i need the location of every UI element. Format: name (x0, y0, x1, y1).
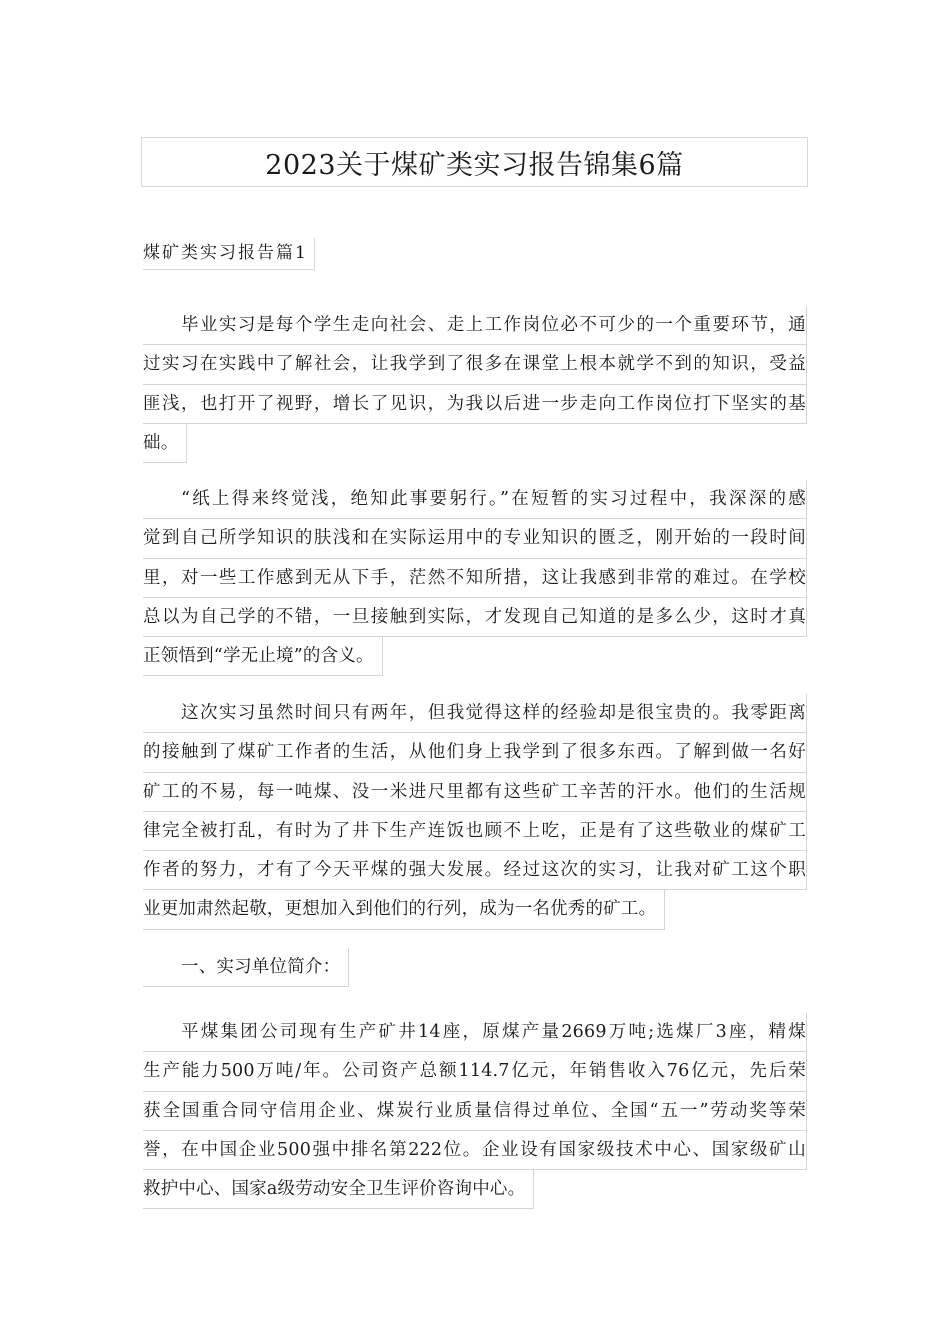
section-heading: 煤矿类实习报告篇1 (143, 238, 315, 270)
document-title (141, 137, 808, 187)
paragraph-line: 的接触到了煤矿工作者的生活，从他们身上我学到了很多东西。了解到做一名好 (143, 733, 807, 772)
paragraph-line: 获全国重合同守信用企业、煤炭行业质量信得过单位、全国“五一”劳动奖等荣 (143, 1092, 807, 1131)
paragraph-2 (143, 480, 807, 680)
paragraph-line: 一、实习单位简介： (143, 948, 349, 987)
paragraph-line: 律完全被打乱，有时为了井下生产连饭也顾不上吃，正是有了这些敬业的煤矿工 (143, 812, 807, 851)
paragraph-1 (143, 306, 807, 467)
paragraph-3 (143, 694, 807, 934)
paragraph-line: 誉，在中国企业500强中排名第222位。企业设有国家级技术中心、国家级矿山 (143, 1131, 807, 1170)
paragraph-5 (143, 1013, 807, 1213)
paragraph-line: 觉到自己所学知识的肤浅和在实际运用中的专业知识的匮乏，刚开始的一段时间 (143, 519, 807, 558)
paragraph-line: 生产能力500万吨/年。公司资产总额114.7亿元，年销售收入76亿元，先后荣 (143, 1052, 807, 1091)
paragraph-line: “纸上得来终觉浅，绝知此事要躬行。”在短暂的实习过程中，我深深的感 (143, 480, 807, 519)
document-title-text: 2023关于煤矿类实习报告锦集6篇 (265, 149, 684, 181)
paragraph-line: 业更加肃然起敬，更想加入到他们的行列，成为一名优秀的矿工。 (143, 890, 665, 929)
paragraph-line: 总以为自己学的不错，一旦接触到实际，才发现自己知道的是多么少，这时才真 (143, 598, 807, 637)
paragraph-line: 作者的努力，才有了今天平煤的强大发展。经过这次的实习，让我对矿工这个职 (143, 851, 807, 890)
paragraph-line: 毕业实习是每个学生走向社会、走上工作岗位必不可少的一个重要环节，通 (143, 306, 807, 345)
paragraph-line: 正领悟到“学无止境”的含义。 (143, 637, 383, 676)
paragraph-line: 匪浅，也打开了视野，增长了见识，为我以后进一步走向工作岗位打下坚实的基 (143, 385, 807, 424)
subsection-heading (143, 948, 807, 991)
paragraph-line: 这次实习虽然时间只有两年，但我觉得这样的经验却是很宝贵的。我零距离 (143, 694, 807, 733)
paragraph-line: 救护中心、国家a级劳动安全卫生评价咨询中心。 (143, 1170, 534, 1209)
paragraph-line: 矿工的不易，每一吨煤、没一米进尺里都有这些矿工辛苦的汗水。他们的生活规 (143, 773, 807, 812)
paragraph-line: 过实习在实践中了解社会，让我学到了很多在课堂上根本就学不到的知识，受益 (143, 345, 807, 384)
paragraph-line: 础。 (143, 424, 187, 463)
paragraph-line: 里，对一些工作感到无从下手，茫然不知所措，这让我感到非常的难过。在学校 (143, 559, 807, 598)
paragraph-line: 平煤集团公司现有生产矿井14座，原煤产量2669万吨;选煤厂3座，精煤 (143, 1013, 807, 1052)
